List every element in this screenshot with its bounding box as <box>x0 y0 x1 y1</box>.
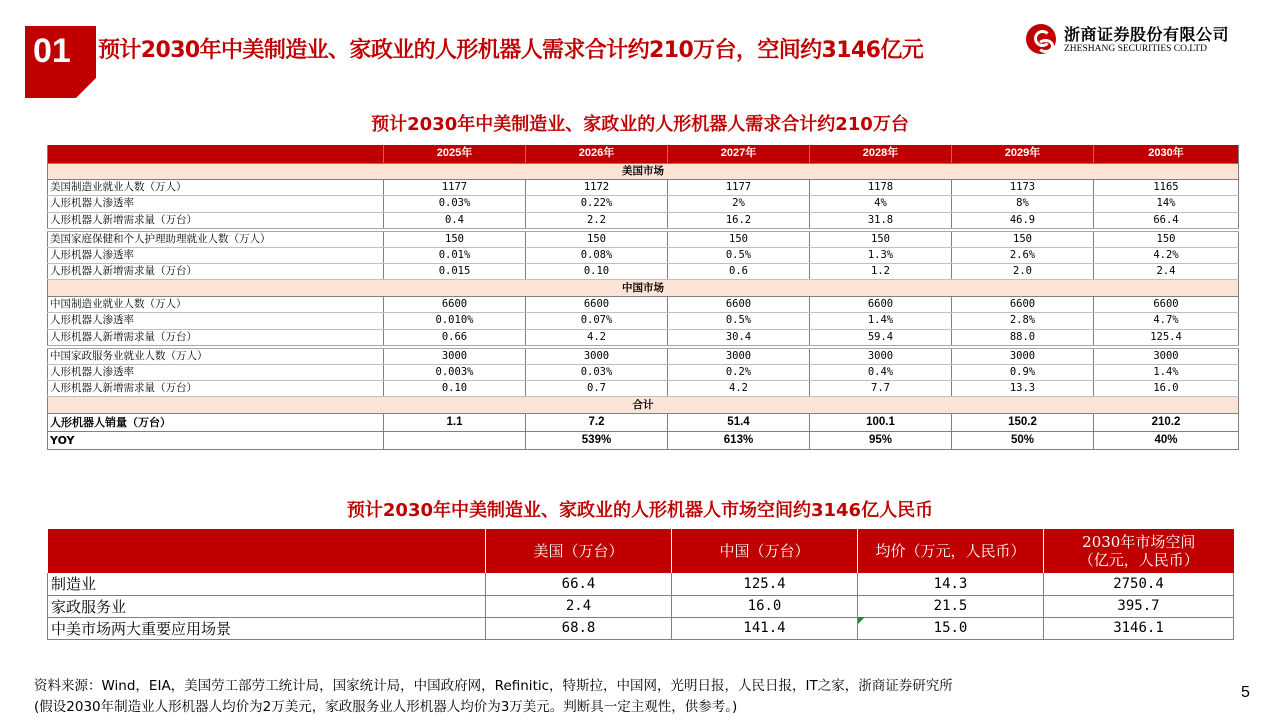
table-cell: 0.03% <box>384 196 526 212</box>
table-cell: 人形机器人渗透率 <box>48 364 384 380</box>
table-cell: 3000 <box>526 347 668 365</box>
table1-title: 预计2030年中美制造业、家政业的人形机器人需求合计约210万台 <box>371 114 909 135</box>
table-cell: 613% <box>668 431 810 449</box>
market-table-header <box>48 529 1234 573</box>
demand-table-header <box>48 145 1239 163</box>
table-cell: 66.4 <box>486 573 672 595</box>
table-row <box>48 573 1234 595</box>
table-cell: 0.10 <box>526 264 668 280</box>
table-cell: 150.2 <box>952 413 1094 431</box>
table-cell: 1165 <box>1094 179 1239 195</box>
table-cell: 4.2 <box>526 329 668 347</box>
header-cell <box>48 529 486 573</box>
table-cell: 150 <box>1094 230 1239 248</box>
table-cell: 13.3 <box>952 381 1094 397</box>
table-cell: 6600 <box>526 296 668 312</box>
header-cell: 中国（万台） <box>672 529 858 573</box>
header-cell <box>1044 529 1234 573</box>
table-cell: 68.8 <box>486 617 672 639</box>
table-row <box>48 196 1239 212</box>
header-cell: 2029年 <box>952 145 1094 163</box>
table-cell: 0.4% <box>810 364 952 380</box>
table-cell: 1177 <box>668 179 810 195</box>
section-row <box>48 397 1239 413</box>
header-line: 2030年市场空间 <box>1082 533 1196 551</box>
table-cell: 100.1 <box>810 413 952 431</box>
table-cell: 59.4 <box>810 329 952 347</box>
table-cell: 2.4 <box>1094 264 1239 280</box>
table-cell: 4.2% <box>1094 247 1239 263</box>
header-cell: 均价（万元，人民币） <box>858 529 1044 573</box>
table-cell: 0.003% <box>384 364 526 380</box>
table-cell: 88.0 <box>952 329 1094 347</box>
table-cell: 15.0 <box>858 617 1044 639</box>
table-cell: 0.015 <box>384 264 526 280</box>
table-cell: 4% <box>810 196 952 212</box>
table-cell: 0.66 <box>384 329 526 347</box>
section-badge <box>25 26 96 98</box>
table-cell: 0.9% <box>952 364 1094 380</box>
table-cell: 人形机器人渗透率 <box>48 247 384 263</box>
table-cell: 7.2 <box>526 413 668 431</box>
table-cell: 2750.4 <box>1044 573 1234 595</box>
page-title: 预计2030年中美制造业、家政业的人形机器人需求合计约210万台，空间约3146亿元 <box>98 38 924 63</box>
table-cell: 1.4% <box>810 313 952 329</box>
table-cell: 1173 <box>952 179 1094 195</box>
source-footnote <box>34 676 953 718</box>
header-cell: 2028年 <box>810 145 952 163</box>
header-line: （亿元，人民币） <box>1078 551 1199 569</box>
table-cell: 中国市场 <box>48 280 1239 296</box>
table-cell: 6600 <box>668 296 810 312</box>
table-row <box>48 381 1239 397</box>
cell-comment-marker <box>858 617 865 624</box>
table-cell: 0.2% <box>668 364 810 380</box>
table-cell: 8% <box>952 196 1094 212</box>
table-row <box>48 364 1239 380</box>
table-cell: 16.2 <box>668 212 810 230</box>
table-cell: 50% <box>952 431 1094 449</box>
table-cell: 7.7 <box>810 381 952 397</box>
section-number: 01 <box>33 32 71 70</box>
table-row <box>48 212 1239 230</box>
table-cell: 美国制造业就业人数（万人） <box>48 179 384 195</box>
table-cell: 人形机器人销量（万台） <box>48 413 384 431</box>
table-cell: 16.0 <box>672 595 858 617</box>
table-cell: 95% <box>810 431 952 449</box>
logo-english-name: ZHESHANG SECURITIES CO.LTD <box>1064 44 1207 54</box>
table-cell: 中国家政服务业就业人数（万人） <box>48 347 384 365</box>
table-cell: 4.2 <box>668 381 810 397</box>
table-cell: 1177 <box>384 179 526 195</box>
table-cell: 46.9 <box>952 212 1094 230</box>
table-cell: 539% <box>526 431 668 449</box>
table-cell: 125.4 <box>672 573 858 595</box>
table-cell: 3000 <box>668 347 810 365</box>
company-logo <box>1022 20 1252 60</box>
header-cell <box>48 145 384 163</box>
table-cell: 1.2 <box>810 264 952 280</box>
table-cell: 6600 <box>1094 296 1239 312</box>
table-cell: 150 <box>810 230 952 248</box>
table-cell: 66.4 <box>1094 212 1239 230</box>
table-cell: 人形机器人新增需求量（万台） <box>48 381 384 397</box>
table-cell: 30.4 <box>668 329 810 347</box>
table2-title: 预计2030年中美制造业、家政业的人形机器人市场空间约3146亿人民币 <box>346 500 934 521</box>
table-cell: 1178 <box>810 179 952 195</box>
table-cell: 1.4% <box>1094 364 1239 380</box>
table-cell: 3000 <box>810 347 952 365</box>
table-cell: 2.2 <box>526 212 668 230</box>
table-cell: 人形机器人渗透率 <box>48 313 384 329</box>
table-row <box>48 296 1239 312</box>
market-size-table <box>47 529 1234 640</box>
table-cell: 0.22% <box>526 196 668 212</box>
table-cell: 0.010% <box>384 313 526 329</box>
table-row <box>48 617 1234 639</box>
table-cell: 4.7% <box>1094 313 1239 329</box>
table-cell: 2% <box>668 196 810 212</box>
table-cell: 150 <box>526 230 668 248</box>
table-cell: 0.07% <box>526 313 668 329</box>
header-cell: 美国（万台） <box>486 529 672 573</box>
total-row <box>48 431 1239 449</box>
table-row <box>48 313 1239 329</box>
table-cell: 2.4 <box>486 595 672 617</box>
table-cell: 6600 <box>810 296 952 312</box>
table-cell: 0.5% <box>668 247 810 263</box>
table-row <box>48 247 1239 263</box>
table-row <box>48 230 1239 248</box>
logo-mark-icon <box>1026 24 1056 54</box>
table-cell: 中美市场两大重要应用场景 <box>48 617 486 639</box>
table-row <box>48 347 1239 365</box>
header-cell: 2026年 <box>526 145 668 163</box>
table-cell: 14.3 <box>858 573 1044 595</box>
footnote-sources: 资料来源：Wind，EIA，美国劳工部劳工统计局，国家统计局，中国政府网，Refinitic，特斯拉，中国网，光明日报，人民日报，IT之家，浙商证券研究所 <box>34 678 953 694</box>
table-cell: 3000 <box>384 347 526 365</box>
section-row <box>48 280 1239 296</box>
header-cell: 2025年 <box>384 145 526 163</box>
table-cell: 14% <box>1094 196 1239 212</box>
table-cell: 人形机器人渗透率 <box>48 196 384 212</box>
table-cell: 人形机器人新增需求量（万台） <box>48 264 384 280</box>
table-cell: 210.2 <box>1094 413 1239 431</box>
table-cell: 3000 <box>1094 347 1239 365</box>
table-row <box>48 329 1239 347</box>
header-cell: 2027年 <box>668 145 810 163</box>
table-cell: 2.0 <box>952 264 1094 280</box>
table-cell: 16.0 <box>1094 381 1239 397</box>
table-cell: 6600 <box>384 296 526 312</box>
table-cell: 0.03% <box>526 364 668 380</box>
table-cell: 0.01% <box>384 247 526 263</box>
table-cell: 141.4 <box>672 617 858 639</box>
table-cell: 150 <box>952 230 1094 248</box>
section-row <box>48 163 1239 179</box>
demand-table <box>47 145 1239 450</box>
table-cell: 制造业 <box>48 573 486 595</box>
table-cell: 6600 <box>952 296 1094 312</box>
table-cell: 0.5% <box>668 313 810 329</box>
table-cell: 0.4 <box>384 212 526 230</box>
table-cell: 1172 <box>526 179 668 195</box>
table-cell: 美国市场 <box>48 163 1239 179</box>
table-cell: 人形机器人新增需求量（万台） <box>48 212 384 230</box>
table-cell: 395.7 <box>1044 595 1234 617</box>
table-cell: 美国家庭保健和个人护理助理就业人数（万人） <box>48 230 384 248</box>
page-number: 5 <box>1241 684 1250 701</box>
table-cell: 2.6% <box>952 247 1094 263</box>
table-cell: 0.6 <box>668 264 810 280</box>
table-cell: 150 <box>668 230 810 248</box>
table-cell: 31.8 <box>810 212 952 230</box>
table-cell: 21.5 <box>858 595 1044 617</box>
table-cell: YOY <box>48 431 384 449</box>
table-cell: 合计 <box>48 397 1239 413</box>
table-cell: 家政服务业 <box>48 595 486 617</box>
table-cell: 0.08% <box>526 247 668 263</box>
header-cell: 2030年 <box>1094 145 1239 163</box>
table-cell: 1.1 <box>384 413 526 431</box>
table-cell: 3000 <box>952 347 1094 365</box>
table-row <box>48 595 1234 617</box>
table-cell: 2.8% <box>952 313 1094 329</box>
table-row <box>48 264 1239 280</box>
table-cell: 0.10 <box>384 381 526 397</box>
footnote-assumption: (假设2030年制造业人形机器人均价为2万美元，家政服务业人形机器人均价为3万美元。判断具一定主观性，供参考。) <box>34 699 738 715</box>
table-cell: 1.3% <box>810 247 952 263</box>
table-cell: 3146.1 <box>1044 617 1234 639</box>
table-cell: 人形机器人新增需求量（万台） <box>48 329 384 347</box>
total-row <box>48 413 1239 431</box>
table-cell: 中国制造业就业人数（万人） <box>48 296 384 312</box>
table-cell: 0.7 <box>526 381 668 397</box>
table-cell: 125.4 <box>1094 329 1239 347</box>
table-row <box>48 179 1239 195</box>
table-cell: 51.4 <box>668 413 810 431</box>
table-cell: 150 <box>384 230 526 248</box>
logo-chinese-name: 浙商证券股份有限公司 <box>1064 25 1230 44</box>
table-cell: 40% <box>1094 431 1239 449</box>
table-cell <box>384 431 526 449</box>
